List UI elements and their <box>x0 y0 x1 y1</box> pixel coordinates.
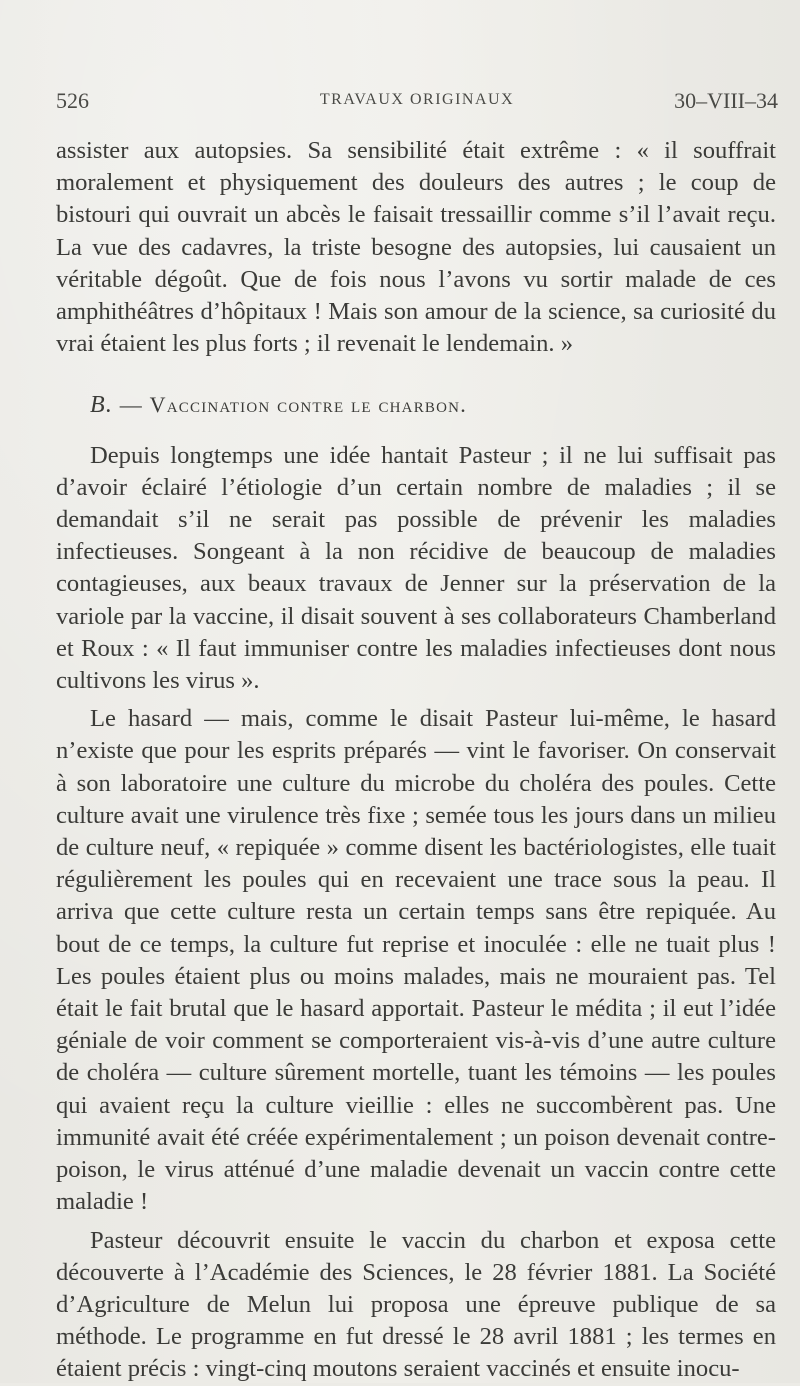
section-letter: B. <box>90 392 114 419</box>
paragraph: Depuis longtemps une idée hantait Pasteur ; il ne lui suffisait pas d’avoir éclairé l’étiologie d’un certain nombre de maladies ; il se demandait s’il ne serait pas possible de prévenir les maladies infectieuses. Songeant à la non récidive de beaucoup de maladies contagieuses, aux beaux travaux de Jenner sur la préservation de la variole par la vaccine, il disait souvent à ses collaborateurs Chamberland et Roux : « Il faut immuniser contre les maladies infectieuses dont nous cultivons les virus ». <box>56 441 776 695</box>
body-text <box>56 135 776 1386</box>
section-heading <box>90 389 776 421</box>
section-dash: — <box>119 392 143 418</box>
running-section-title: TRAVAUX ORIGINAUX <box>319 91 515 108</box>
running-date: 30–VIII–34 <box>674 88 778 113</box>
running-head <box>56 88 778 118</box>
section-title: Vaccination contre le charbon. <box>149 392 467 418</box>
paragraph-continuation: assister aux autopsies. Sa sensibilité était extrême : « il souffrait moralement et physiquement des douleurs des autres ; le coup de bistouri qui ouvrait un abcès le faisait tressaillir comme s’il l’avait reçu. La vue des cadavres, la triste besogne des autopsies, lui causaient un véritable dégoût. Que de fois nous l’avons vu sortir malade de ces amphithéâtres d’hôpitaux ! Mais son amour de la science, sa curiosité du vrai étaient les plus forts ; il revenait le lendemain. » <box>56 137 776 358</box>
paragraph: Pasteur découvrit ensuite le vaccin du charbon et exposa cette découverte à l’Académie des Sciences, le 28 février 1881. La Société d’Agriculture de Melun lui proposa une épreuve publique de sa méthode. Le programme en fut dressé le 28 avril 1881 ; les termes en étaient précis : vingt-cinq moutons seraient vaccinés et ensuite inocu- <box>56 1226 776 1383</box>
paragraph: Le hasard — mais, comme le disait Pasteur lui-même, le hasard n’existe que pour les esprits préparés — vint le favoriser. On conservait à son laboratoire une culture du microbe du choléra des poules. Cette culture avait une virulence très fixe ; semée tous les jours dans un milieu de culture neuf, « repiquée » comme disent les bactériologistes, elle tuait régulièrement les poules qui en recevaient une trace sous la peau. Il arriva que cette culture resta un certain temps sans être repiquée. Au bout de ce temps, la culture fut reprise et inoculée : elle ne tuait plus ! Les poules étaient plus ou moins malades, mais ne mouraient pas. Tel était le fait brutal que le hasard apportait. Pasteur le médita ; il eut l’idée géniale de voir comment se comporteraient vis-à-vis d’une autre culture de choléra — culture sûrement mortelle, tuant les témoins — les poules qui avaient reçu la culture vieillie : elles ne succombèrent pas. Une immunité avait été créée expérimentalement ; un poison devenait contre-poison, le virus atténué d’une maladie devenait un vaccin contre cette maladie ! <box>56 705 776 1216</box>
page-number: 526 <box>56 88 89 113</box>
